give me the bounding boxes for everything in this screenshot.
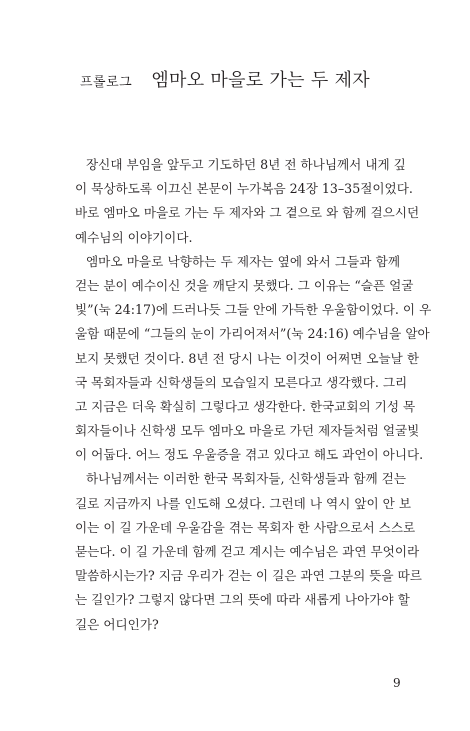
chapter-label: 프롤로그 [80,75,133,90]
paragraph [75,467,422,636]
text-line: 엠마오 마을로 낙향하는 두 제자는 옆에 와서 그들과 함께 [86,253,400,269]
text-line: 예수님의 이야기이다. [75,229,193,245]
text-line: 묻는다. 이 길 가운데 함께 걷고 계시는 예수님은 과연 무엇이라 [75,544,420,559]
text-line: 울함 때문에 “그들의 눈이 가리어져서”(눅 24:16) 예수님을 알아 [75,326,430,342]
text-line: 는 길인가? 그렇지 않다면 그의 뜻에 따라 새롭게 나아가야 할 [75,592,410,608]
text-line: 보지 못했던 것이다. 8년 전 당시 나는 이것이 어쩌면 오늘날 한 [75,350,420,366]
text-line: 하나님께서는 이러한 한국 목회자들, 신학생들과 함께 걷는 [86,471,406,487]
text-line: 장신대 부임을 앞두고 기도하던 8년 전 하나님께서 내게 깊 [86,157,406,172]
text-line: 걷는 분이 예수이신 것을 깨닫지 못했다. 그 이유는 “슬픈 얼굴 [75,277,414,293]
text-line: 국 목회자들과 신학생들의 모습일지 모른다고 생각했다. 그리 [75,374,408,390]
body-text [75,153,432,637]
text-line: 말씀하시는가? 지금 우리가 걷는 이 길은 과연 그분의 뜻을 따르 [75,568,422,584]
paragraph [75,153,420,250]
text-line: 길로 지금까지 나를 인도해 오셨다. 그런데 나 역시 앞이 안 보 [75,495,412,511]
page-number: 9 [393,676,401,690]
text-line: 고 지금은 더욱 확실히 그렇다고 생각한다. 한국교회의 기성 목 [75,398,416,414]
text-line: 이 묵상하도록 이끄신 본문이 누가복음 24장 13–35절이었다. [75,181,413,197]
text-line: 이 어둡다. 어느 정도 우울증을 겪고 있다고 해도 과언이 아니다. [75,447,424,463]
paragraph [75,250,432,468]
text-line: 이는 이 길 가운데 우울감을 겪는 목회자 한 사람으로서 스스로 [75,519,416,535]
text-line: 길은 어디인가? [75,616,159,632]
text-line: 회자들이나 신학생 모두 엠마오 마을로 가던 제자들처럼 얼굴빛 [75,423,420,439]
text-line: 바로 엠마오 마을로 가는 두 제자와 그 곁으로 와 함께 걸으시던 [75,205,420,221]
chapter-title: 엠마오 마을로 가는 두 제자 [151,70,370,91]
chapter-heading [80,66,400,92]
text-line: 빛”(눅 24:17)에 드러나듯 그들 안에 가득한 우울함이었다. 이 우 [75,302,432,318]
